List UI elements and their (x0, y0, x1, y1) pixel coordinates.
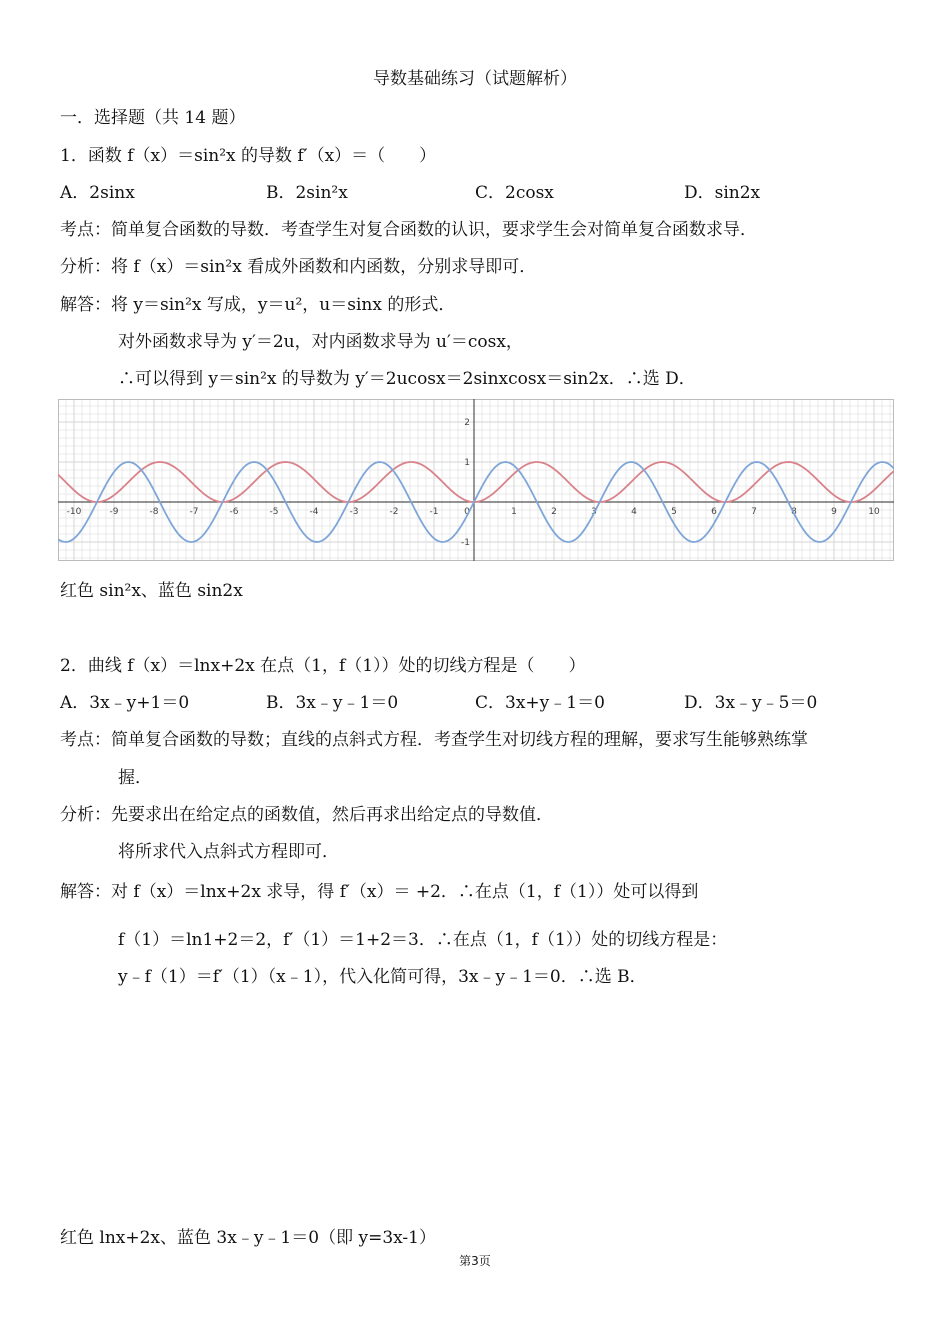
x-tick-label: -5 (269, 507, 279, 517)
x-tick-label: 9 (831, 507, 837, 517)
q2-fenxi-1: 分析：先要求出在给定点的函数值，然后再求出给定点的导数值． (60, 805, 553, 825)
x-tick-label: -8 (149, 507, 159, 517)
x-tick-label: 1 (511, 507, 517, 517)
x-tick-label: 7 (751, 507, 757, 517)
y-tick-label: -1 (461, 538, 470, 548)
q2-kaodian-1: 考点：简单复合函数的导数；直线的点斜式方程．考查学生对切线方程的理解，要求写生能够熟练掌 (60, 730, 808, 750)
q2-caption: 红色 lnx+2x、蓝色 3x﹣y﹣1＝0（即 y=3x-1） (60, 1228, 436, 1248)
x-tick-label: 6 (711, 507, 717, 517)
x-tick-label: -1 (429, 507, 439, 517)
q1-option-b: B．2sin²x (266, 183, 348, 203)
section-heading: 一．选择题（共 14 题） (60, 108, 246, 128)
y-tick-label: 1 (464, 458, 470, 468)
q2-option-b: B．3x﹣y﹣1＝0 (266, 693, 399, 713)
q1-option-a: A．2sinx (60, 183, 135, 203)
graph-tick-labels (67, 418, 880, 548)
q1-caption: 红色 sin²x、蓝色 sin2x (60, 581, 243, 601)
x-tick-label: 4 (631, 507, 637, 517)
q2-jieda-2: f（1）＝ln1+2＝2，f′（1）＝1+2＝3．∴在点（1，f（1））处的切线方程是： (118, 930, 728, 950)
q2-option-c: C．3x+y﹣1＝0 (475, 693, 605, 713)
q2-fenxi-2: 将所求代入点斜式方程即可． (118, 842, 339, 862)
q1-question: 1．函数 f（x）＝sin²x 的导数 f′（x）＝（ ） (60, 146, 437, 166)
x-tick-label: 0 (464, 507, 470, 517)
y-tick-label: 2 (464, 418, 470, 428)
x-tick-label: -2 (389, 507, 399, 517)
q1-fenxi: 分析：将 f（x）＝sin²x 看成外函数和内函数，分别求导即可． (60, 257, 537, 277)
x-tick-label: -6 (229, 507, 239, 517)
x-tick-label: -10 (66, 507, 82, 517)
q2-question: 2．曲线 f（x）＝lnx+2x 在点（1，f（1））处的切线方程是（ ） (60, 656, 586, 676)
q1-option-c: C．2cosx (475, 183, 554, 203)
x-tick-label: 5 (671, 507, 677, 517)
function-graph (58, 399, 894, 561)
x-tick-label: -7 (189, 507, 199, 517)
q2-option-a: A．3x﹣y+1＝0 (60, 693, 190, 713)
q1-kaodian: 考点：简单复合函数的导数．考查学生对复合函数的认识，要求学生会对简单复合函数求导． (60, 220, 757, 240)
q1-jieda-3: ∴可以得到 y＝sin²x 的导数为 y′＝2ucosx＝2sinxcosx＝sin2x．∴选 D． (118, 369, 696, 389)
q1-jieda-1: 解答：将 y＝sin²x 写成，y＝u²，u＝sinx 的形式． (60, 295, 456, 315)
x-tick-label: 3 (591, 507, 597, 517)
x-tick-label: -4 (309, 507, 319, 517)
page-title: 导数基础练习（试题解析） (373, 69, 577, 89)
q1-jieda-2: 对外函数求导为 y′＝2u，对内函数求导为 u′＝cosx， (118, 332, 523, 352)
page-number: 第3页 (459, 1254, 491, 1268)
q2-option-d: D．3x﹣y﹣5＝0 (684, 693, 818, 713)
x-tick-label: 8 (791, 507, 797, 517)
x-tick-label: -3 (349, 507, 359, 517)
x-tick-label: 10 (868, 507, 880, 517)
x-tick-label: 2 (551, 507, 557, 517)
q2-jieda-3: y﹣f（1）＝f′（1）（x﹣1），代入化简可得，3x﹣y﹣1＝0．∴选 B． (118, 967, 647, 987)
q2-jieda-1: 解答：对 f（x）＝lnx+2x 求导，得 f′（x）＝ +2．∴在点（1，f（1））处可以得到 (60, 882, 699, 902)
x-tick-label: -9 (109, 507, 119, 517)
q2-kaodian-2: 握． (118, 768, 152, 788)
q1-option-d: D．sin2x (684, 183, 761, 203)
graph-grid (58, 399, 894, 561)
graph-axes (58, 399, 894, 561)
